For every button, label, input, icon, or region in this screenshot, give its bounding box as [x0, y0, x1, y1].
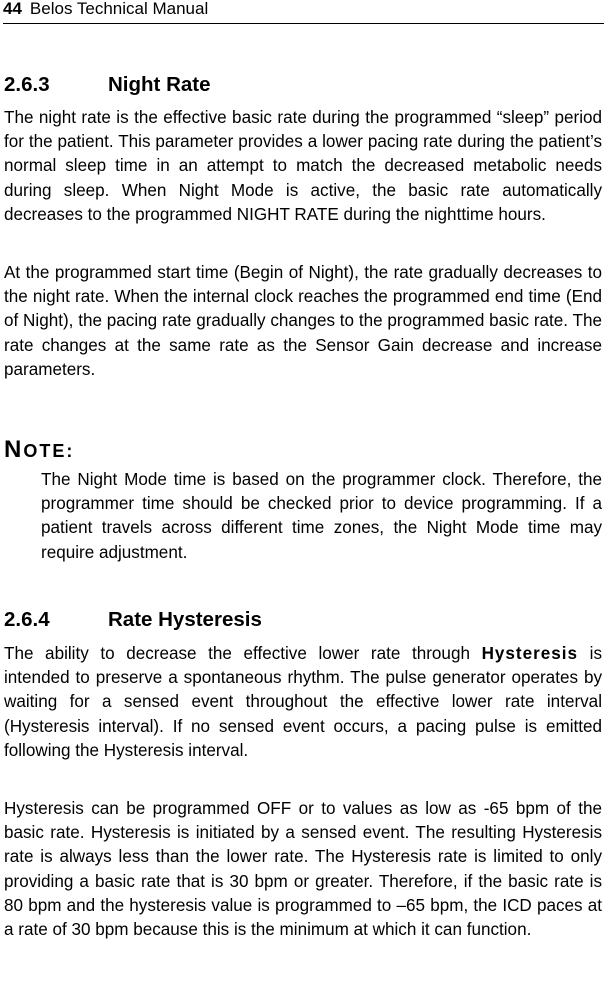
- section-heading-rate-hysteresis: [4, 608, 262, 632]
- section-title: Night Rate: [108, 73, 211, 96]
- hysteresis-text-start: The ability to decrease the effective lower rate through: [4, 644, 482, 663]
- section-heading-night-rate: [4, 73, 211, 97]
- note-heading-initial: N: [4, 436, 24, 463]
- page-number: 44: [3, 0, 22, 18]
- hysteresis-paragraph-1: [4, 642, 602, 763]
- night-rate-paragraph-2: At the programmed start time (Begin of Night), the rate gradually decreases to the night rate. When the internal clock reaches the programmed end time (End of Night), the pacing rate gradually changes to the programmed basic rate. The rate changes at the same rate as the Sensor Gain decrease and increase parameters.: [4, 263, 602, 379]
- section-title: Rate Hysteresis: [108, 608, 262, 631]
- night-rate-paragraph-1: The night rate is the effective basic rate during the programmed “sleep” period for the patient. This parameter provides a lower pacing rate during the patient’s normal sleep time in an attempt to match the decreased metabolic needs during sleep. When Night Mode is active, the basic rate automatically decreases to the programmed NIGHT RATE during the nighttime hours.: [4, 108, 602, 224]
- note-heading-rest: OTE:: [23, 441, 75, 461]
- page-header: [3, 0, 604, 24]
- header-title: Belos Technical Manual: [29, 0, 209, 18]
- hysteresis-paragraph-2: Hysteresis can be programmed OFF or to values as low as -65 bpm of the basic rate. Hysteresis is initiated by a sensed event. The resulting Hysteresis rate is always less than the lower rate. The Hysteresis rate is limited to only providing a basic rate that is 30 bpm or greater. Therefore, if the basic rate is 80 bpm and the hysteresis value is programmed to –65 bpm, the ICD paces at a rate of 30 bpm because this is the minimum at which it can function.: [4, 799, 602, 940]
- note-heading: [4, 438, 74, 463]
- section-number: 2.6.4: [4, 608, 50, 631]
- hysteresis-text-end: is intended to preserve a spontaneous rhythm. The pulse generator operates by waiting for a sensed event throughout the effective lower rate interval (Hysteresis interval). If no sensed event occurs, a pacing pulse is emitted following the Hysteresis interval.: [4, 644, 602, 760]
- note-body: The Night Mode time is based on the programmer clock. Therefore, the programmer time should be checked prior to device programming. If a patient travels across different time zones, the Night Mode time may require adjustment.: [41, 470, 602, 562]
- hysteresis-term: Hysteresis: [481, 644, 579, 663]
- section-number: 2.6.3: [4, 73, 50, 96]
